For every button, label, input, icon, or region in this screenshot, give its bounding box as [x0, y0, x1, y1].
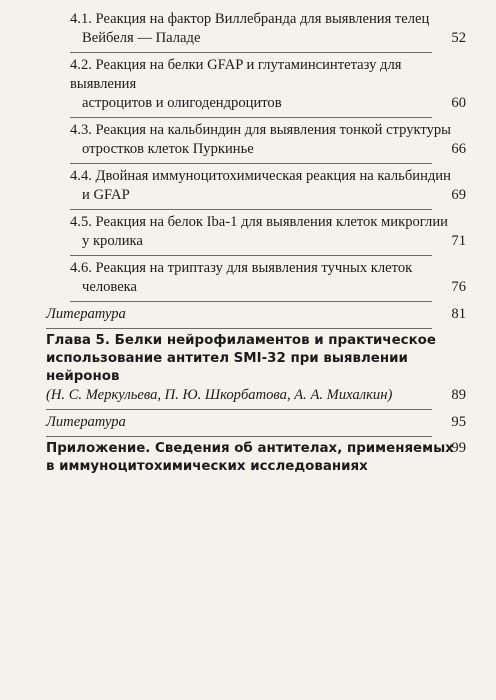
page-number: 66	[451, 141, 466, 157]
toc-entry-4-1[interactable]	[46, 10, 466, 48]
entry-line: человека	[82, 279, 138, 295]
toc-entry-4-6[interactable]	[46, 259, 466, 297]
page-number: 69	[451, 187, 466, 203]
page-number: 81	[451, 306, 466, 322]
entry-line: и GFAP	[82, 187, 130, 203]
divider	[70, 301, 432, 302]
entry-line: 4.6. Реакция на триптазу для выявления тучных клеток	[70, 260, 413, 276]
chapter-title: Глава 5. Белки нейрофиламентов и практическое	[46, 333, 436, 348]
page-number: 99	[451, 440, 466, 456]
entry-line: 4.1. Реакция на фактор Виллебранда для выявления телец	[70, 11, 430, 27]
entry-label: Литература	[46, 414, 126, 430]
table-of-contents	[46, 10, 466, 476]
page-number: 60	[451, 95, 466, 111]
toc-entry-4-5[interactable]	[46, 213, 466, 251]
divider	[70, 163, 432, 164]
toc-entry-4-4[interactable]	[46, 167, 466, 205]
divider	[46, 409, 432, 410]
toc-entry-chapter-5[interactable]	[46, 332, 466, 405]
page-number: 76	[451, 279, 466, 295]
divider	[70, 255, 432, 256]
divider	[70, 209, 432, 210]
divider	[70, 117, 432, 118]
divider	[70, 52, 432, 53]
entry-line: астроцитов и олигодендроцитов	[82, 95, 282, 111]
chapter-authors: (Н. С. Меркульева, П. Ю. Шкорбатова, А. А. Михалкин)	[46, 387, 393, 403]
entry-label: Литература	[46, 306, 126, 322]
page-number: 89	[451, 387, 466, 403]
toc-entry-appendix[interactable]	[46, 440, 466, 476]
toc-entry-4-2[interactable]	[46, 56, 466, 113]
toc-entry-4-3[interactable]	[46, 121, 466, 159]
toc-entry-literature[interactable]	[46, 305, 466, 324]
entry-line: 4.5. Реакция на белок Iba-1 для выявления клеток микроглии	[70, 214, 448, 230]
entry-line: отростков клеток Пуркинье	[82, 141, 254, 157]
appendix-title: Приложение. Сведения об антителах, применяемых	[46, 441, 454, 456]
entry-line: Вейбеля — Паладе	[82, 30, 201, 46]
entry-line: 4.2. Реакция на белки GFAP и глутаминсинтетазу для выявления	[70, 57, 402, 92]
entry-line: 4.3. Реакция на кальбиндин для выявления тонкой структуры	[70, 122, 451, 138]
page-number: 52	[451, 30, 466, 46]
toc-entry-literature[interactable]	[46, 413, 466, 432]
page-number: 95	[451, 414, 466, 430]
entry-line: 4.4. Двойная иммуноцитохимическая реакция на кальбиндин	[70, 168, 451, 184]
divider	[46, 436, 432, 437]
entry-line: у кролика	[82, 233, 143, 249]
appendix-title: в иммуноцитохимических исследованиях	[46, 459, 368, 474]
page-number: 71	[451, 233, 466, 249]
chapter-title: использование антител SMI-32 при выявлении нейронов	[46, 351, 408, 384]
divider	[46, 328, 432, 329]
